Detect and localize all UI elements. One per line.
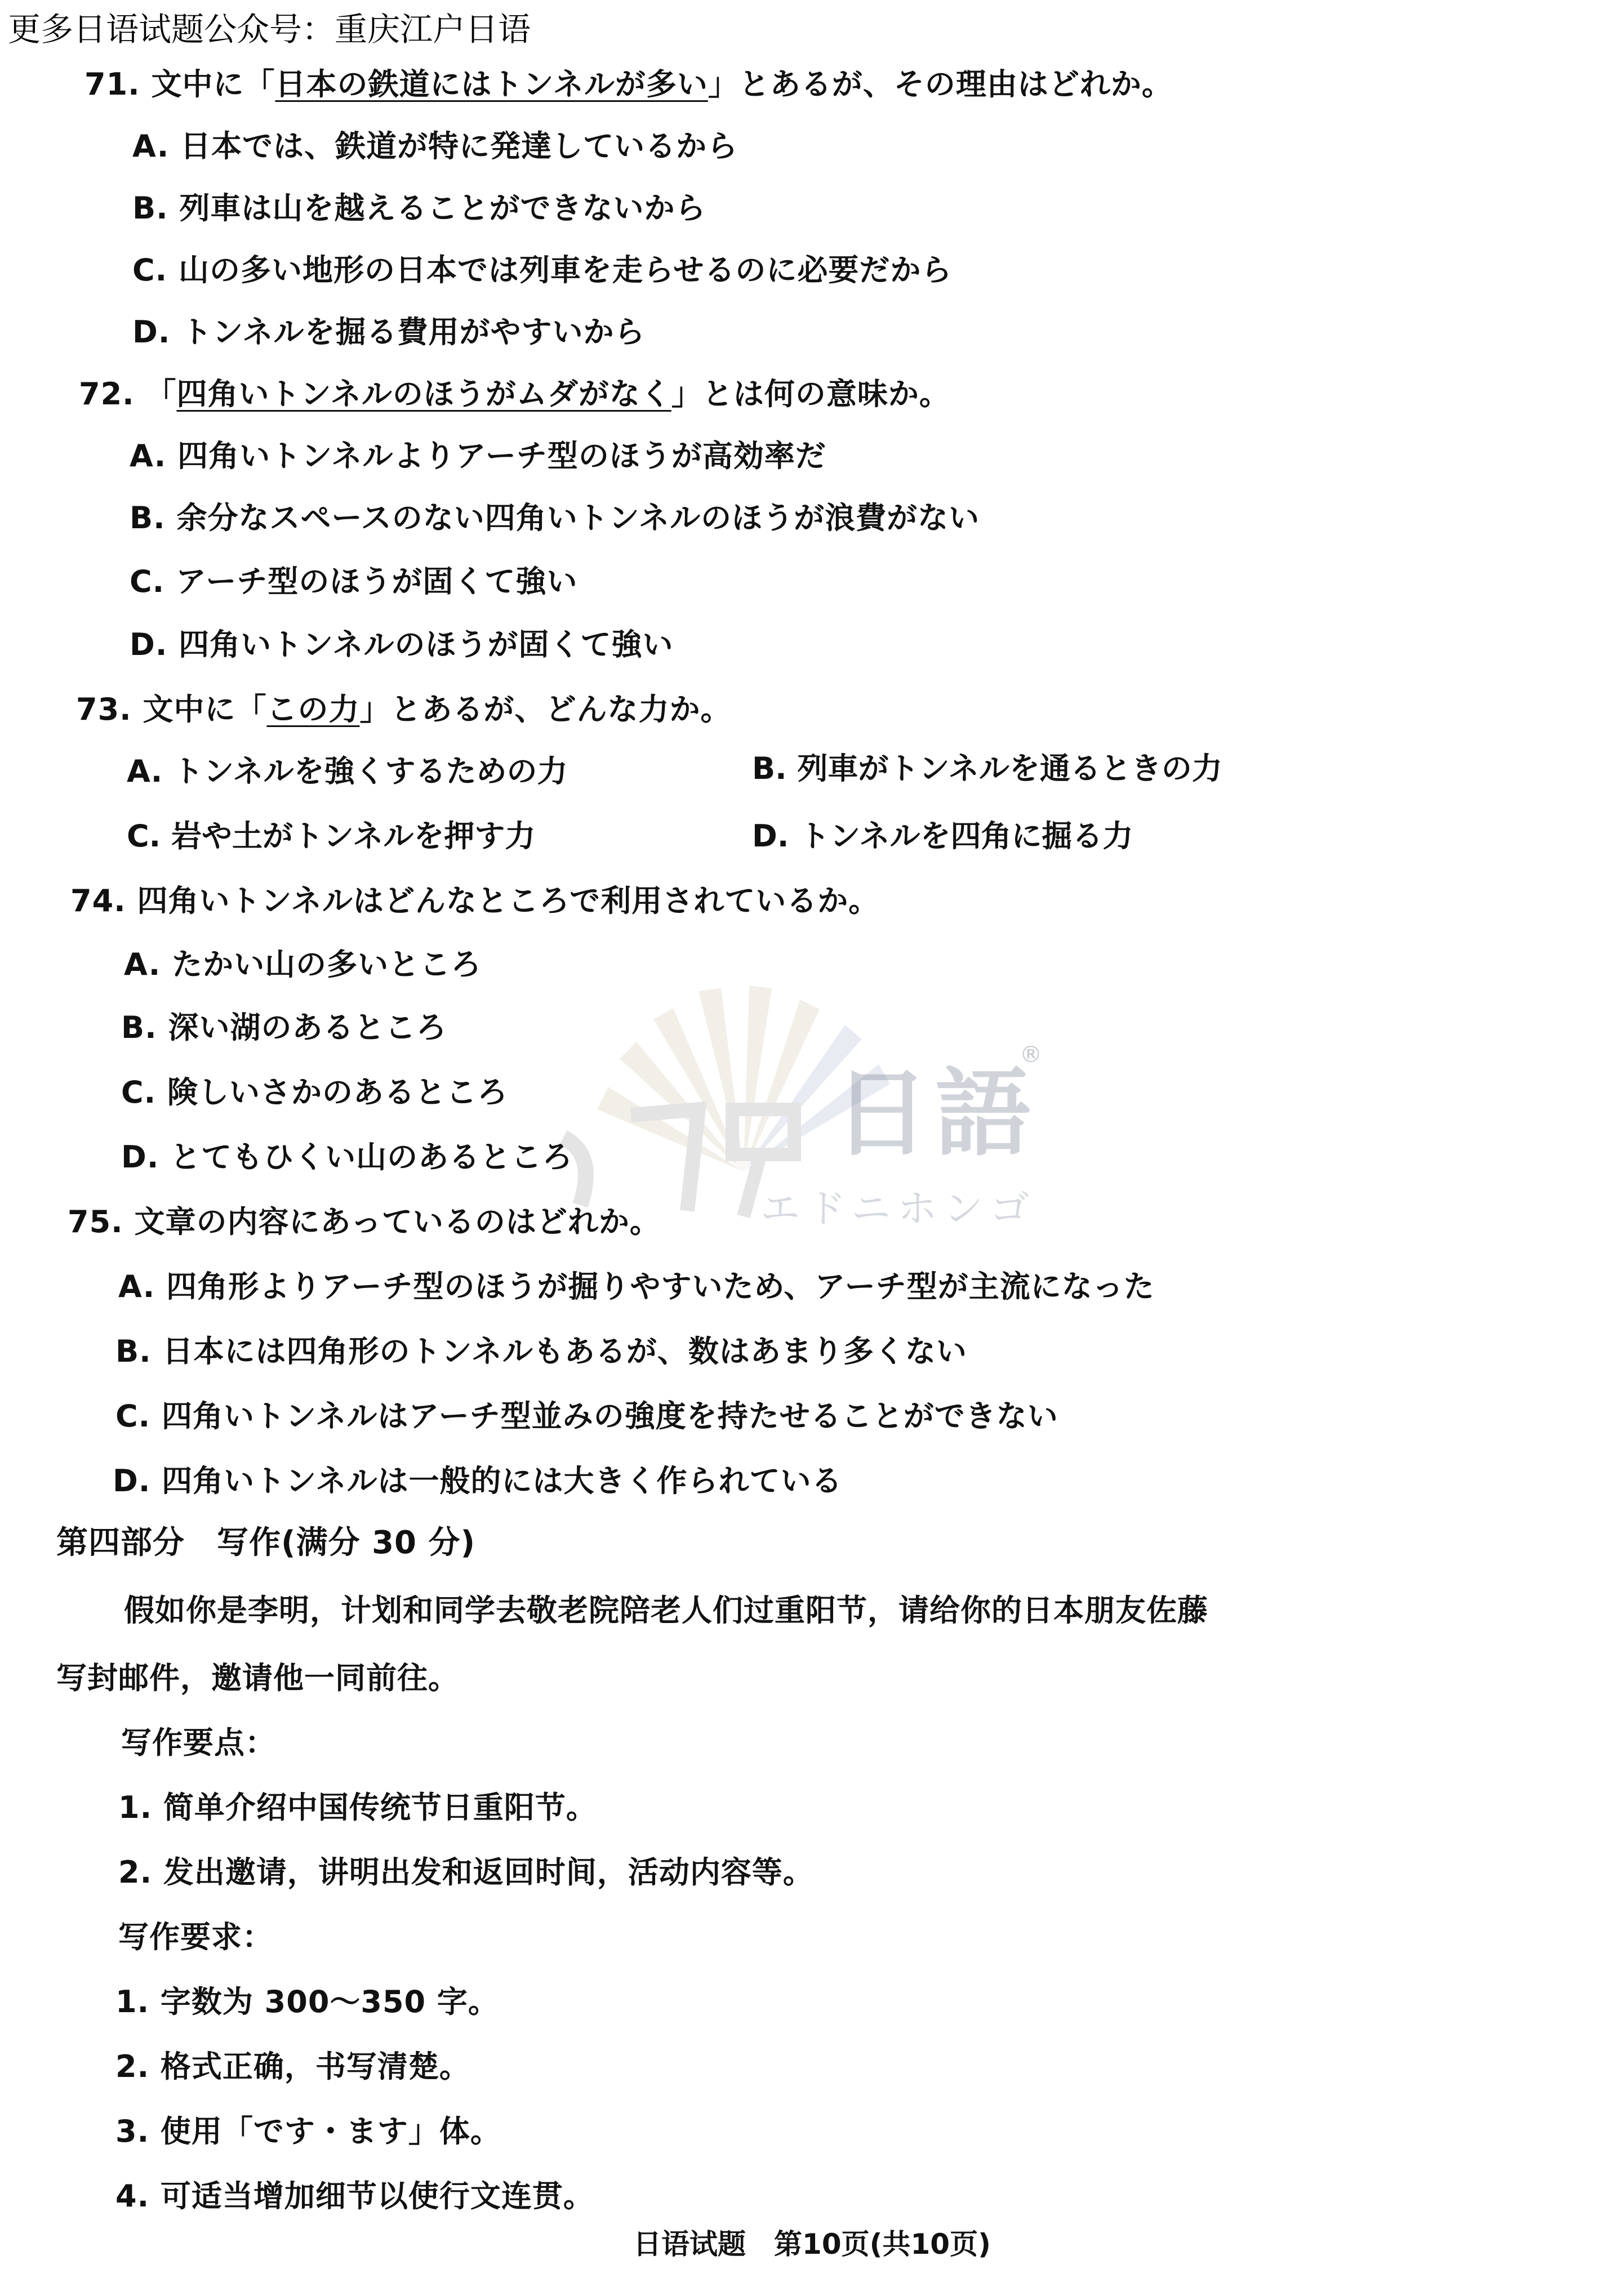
question-74-option-c: C. 険しいさかのあるところ <box>121 1075 508 1110</box>
writing-point-1: 1. 简单介绍中国传统节日重阳节。 <box>118 1790 597 1825</box>
question-72-underlined: 四角いトンネルのほうがムダがなく <box>176 376 671 412</box>
question-71-suffix: 」とあるが、その理由はどれか。 <box>708 66 1173 102</box>
question-74-stem: 74. 四角いトンネルはどんなところで利用されているか。 <box>70 883 880 919</box>
question-75-option-a: A. 四角形よりアーチ型のほうが掘りやすいため、アーチ型が主流になった <box>118 1269 1155 1304</box>
writing-requirement-3: 3. 使用「です・ます」体。 <box>115 2114 501 2149</box>
question-71-stem <box>84 65 1173 104</box>
writing-prompt-line-2: 写封邮件，邀请他一同前往。 <box>56 1660 459 1696</box>
writing-requirement-4: 4. 可适当增加细节以使行文连贯。 <box>115 2178 594 2214</box>
question-71-option-c: C. 山の多い地形の日本では列車を走らせるのに必要だから <box>132 252 953 288</box>
question-71-option-b: B. 列車は山を越えることができないから <box>132 190 706 226</box>
question-75-option-d: D. 四角いトンネルは一般的には大きく作られている <box>113 1463 843 1499</box>
question-72-prefix: 72. 「 <box>79 376 177 412</box>
question-73-option-b: B. 列車がトンネルを通るときの力 <box>752 751 1222 786</box>
question-71-prefix: 71. 文中に「 <box>84 66 275 102</box>
writing-requirement-2: 2. 格式正确，书写清楚。 <box>115 2049 470 2084</box>
question-72-option-d: D. 四角いトンネルのほうが固くて強い <box>130 627 674 662</box>
source-header: 更多日语试题公众号：重庆江户日语 <box>8 11 531 48</box>
question-73-option-a: A. トンネルを強くするための力 <box>127 754 568 789</box>
watermark-registered: ® <box>1020 1042 1042 1068</box>
question-72-suffix: 」とは何の意味か。 <box>671 376 950 412</box>
question-73-stem <box>76 690 731 729</box>
question-71-option-d: D. トンネルを掘る費用がやすいから <box>132 314 646 350</box>
question-71-underlined: 日本の鉄道にはトンネルが多い <box>275 66 708 102</box>
question-75-option-c: C. 四角いトンネルはアーチ型並みの強度を持たせることができない <box>115 1398 1058 1434</box>
writing-point-2: 2. 发出邀请，讲明出发和返回时间，活动内容等。 <box>118 1854 814 1890</box>
writing-points-title: 写作要点： <box>121 1725 276 1760</box>
writing-section-title: 第四部分 写作(满分 30 分) <box>56 1524 476 1561</box>
question-72-option-a: A. 四角いトンネルよりアーチ型のほうが高効率だ <box>130 438 826 474</box>
question-72-stem <box>79 375 950 414</box>
question-74-option-b: B. 深い湖のあるところ <box>121 1010 447 1045</box>
question-75-stem: 75. 文章の内容にあっているのはどれか。 <box>68 1204 661 1240</box>
question-73-suffix: 」とあるが、どんな力か。 <box>359 692 732 727</box>
question-74-option-d: D. とてもひくい山のあるところ <box>121 1139 573 1175</box>
question-75-option-b: B. 日本には四角形のトンネルもあるが、数はあまり多くない <box>115 1334 967 1369</box>
question-72-option-c: C. アーチ型のほうが固くて強い <box>130 564 578 599</box>
question-73-option-d: D. トンネルを四角に掘る力 <box>752 818 1133 854</box>
question-73-option-c: C. 岩や土がトンネルを押す力 <box>127 818 536 854</box>
question-73-prefix: 73. 文中に「 <box>76 692 267 727</box>
page-footer: 日语试题 第10页(共10页) <box>633 2228 991 2261</box>
watermark-text: 日語 <box>834 1058 1037 1170</box>
writing-prompt-line-1: 假如你是李明，计划和同学去敬老院陪老人们过重阳节，请给你的日本朋友佐藤 <box>124 1593 1208 1628</box>
question-71-option-a: A. 日本では、鉄道が特に発達しているから <box>132 128 738 164</box>
writing-requirements-title: 写作要求： <box>118 1919 273 1955</box>
question-72-option-b: B. 余分なスペースのない四角いトンネルのほうが浪費がない <box>130 500 980 536</box>
writing-requirement-1: 1. 字数为 300～350 字。 <box>115 1984 499 2019</box>
watermark-subtext: エドニホンゴ <box>760 1185 1036 1232</box>
question-74-option-a: A. たかい山の多いところ <box>124 947 482 982</box>
question-73-underlined: この力 <box>266 692 360 727</box>
